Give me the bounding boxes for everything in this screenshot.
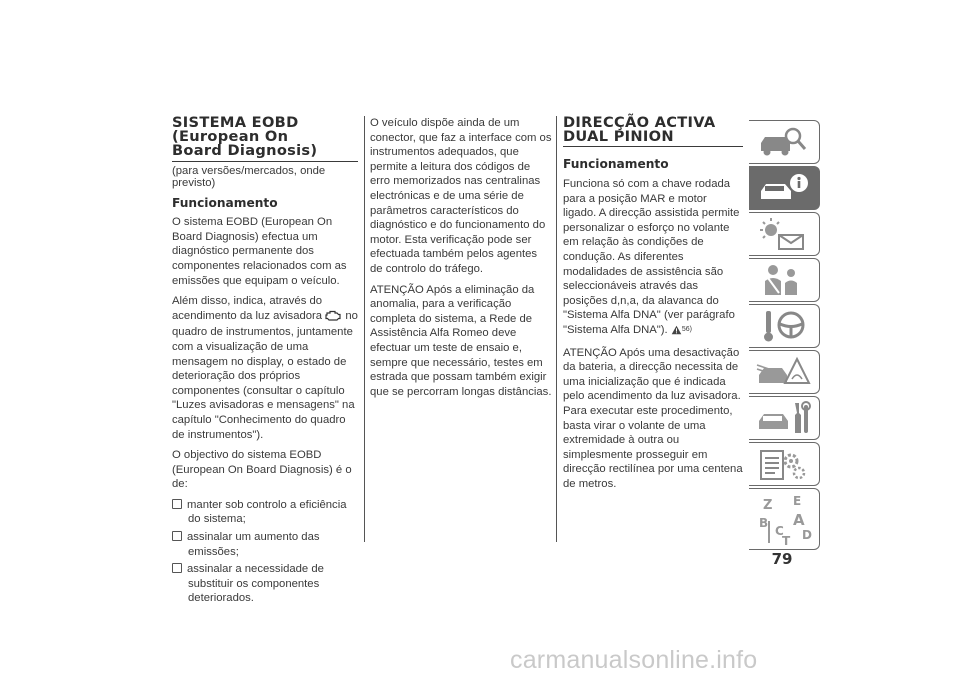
column-divider — [556, 116, 557, 542]
tab-technical-data[interactable] — [749, 442, 820, 486]
car-tools-icon — [755, 399, 815, 437]
paragraph — [172, 294, 358, 442]
car-magnifier-icon — [755, 123, 815, 161]
index-letter: B — [759, 516, 769, 530]
subheading-funcionamento: Funcionamento — [172, 195, 278, 210]
paragraph: ATENÇÃO Após a eliminação da anomalia, para a verificação completa do sistema, a Rede de Assistência Alfa Romeo deve efectuar um teste de ensaio e, sempre que necessário, testes em estrada que possam também exigir que se percorram longas distâncias. — [370, 283, 552, 398]
tab-dashboard-knowledge[interactable] — [749, 120, 820, 164]
column-divider — [364, 116, 365, 542]
section-title-eobd — [172, 116, 358, 162]
list-item-text: assinalar a necessidade de substituir os componentes deteriorados. — [187, 563, 324, 605]
column-eobd — [172, 116, 358, 609]
index-letter: E — [793, 494, 802, 508]
subheading-funcionamento: Funcionamento — [563, 157, 669, 172]
car-info-icon — [755, 169, 815, 207]
paragraph — [563, 177, 743, 340]
paragraph: O objectivo do sistema EOBD (European On Board Diagnosis) é o de: — [172, 449, 352, 491]
title-line: SISTEMA EOBD — [172, 114, 299, 131]
paragraph: O sistema EOBD (European On Board Diagnosis) efectua um diagnóstico permanente dos componentes relacionados com as emissões que equipam o veículo. — [172, 216, 347, 287]
title-line: DIRECÇÃO ACTIVA — [563, 114, 716, 131]
people-seatbelt-icon — [755, 261, 815, 299]
list-item-text: manter sob controlo a eficiência do sistema; — [187, 498, 347, 526]
watermark: carmanualsonline.info — [510, 646, 758, 674]
paragraph: ATENÇÃO Após uma desactivação da bateria, a direcção necessita de uma inicialização que é indicada pelo acendimento da luz avisadora. Para executar este procedimento, basta virar o volante de uma extremidade à outra ou simplesmente prosseguir em direcção rectilínea por uma centena de metros. — [563, 346, 743, 490]
key-steering-wheel-icon — [755, 307, 815, 345]
tab-emergency[interactable] — [749, 350, 820, 394]
paragraph-text: no quadro de instrumentos, juntamente com a visualização de uma mensagem no display, o estado de deterioração dos próprios componentes (consultar o capítulo "Luzes avisadoras e mensagens" na capítulo "Conhecimento do quadro de instrumentos"). — [172, 309, 358, 441]
index-letter: Z — [763, 498, 773, 513]
index-letter: C — [775, 524, 784, 538]
list-item — [172, 530, 358, 559]
tab-index[interactable] — [749, 488, 820, 550]
chapter-tabs — [749, 120, 821, 552]
title-line: (European On — [172, 128, 289, 146]
note-reference[interactable]: 56) — [681, 325, 692, 333]
checkbox-bullet-icon — [172, 499, 182, 509]
warning-lights-envelope-icon — [755, 215, 815, 253]
tab-starting-driving[interactable] — [749, 304, 820, 348]
paragraph-text: Funciona só com a chave rodada para a posição MAR e motor ligado. A direcção assistida permite personalizar o esforço no volante em relação às condições de condução. As diferentes modalidades de assistência são seleccionáveis através das posições d,n,a, da alavanca do "Sistema Alfa DNA" (ver parágrafo "Sistema Alfa DNA"). — [563, 178, 740, 336]
warning-triangle-icon — [671, 325, 682, 340]
checkbox-bullet-icon — [172, 563, 182, 573]
checkbox-bullet-icon — [172, 531, 182, 541]
paragraph: O veículo dispõe ainda de um conector, que faz a interface com os instrumentos adequados, que permite a leitura dos códigos de erro memorizados nas centralinas electrónicas e de uma série de parâmetros característicos do diagnóstico e do funcionamento do motor. Esta verificação pode ser efectuada também pelos agentes de controlo do tráfego. — [370, 117, 552, 275]
tab-maintenance[interactable] — [749, 396, 820, 440]
section-title-direccao — [563, 116, 743, 147]
page-number: 79 — [771, 550, 793, 568]
index-letter: D — [802, 528, 812, 542]
car-crash-warning-icon — [755, 353, 815, 391]
column-direccao — [563, 116, 743, 497]
alphabet-index-icon — [755, 491, 815, 549]
title-line: Board Diagnosis) — [172, 142, 318, 160]
specs-gear-icon — [755, 445, 815, 483]
tab-car-info[interactable] — [749, 166, 820, 210]
index-letter: T — [782, 534, 791, 548]
section-subtitle: (para versões/mercados, onde previsto) — [172, 164, 326, 190]
index-letter: A — [793, 511, 805, 529]
list-item — [172, 498, 358, 527]
tab-warnings-messages[interactable] — [749, 212, 820, 256]
engine-warning-light-icon — [325, 310, 342, 326]
paragraph-text: Além disso, indica, através do acendimento da luz avisadora — [172, 295, 323, 322]
column-eobd-continued — [370, 116, 552, 405]
tab-safety[interactable] — [749, 258, 820, 302]
list-item — [172, 562, 358, 606]
list-item-text: assinalar um aumento das emissões; — [187, 531, 320, 558]
title-line: DUAL PINION — [563, 128, 674, 146]
